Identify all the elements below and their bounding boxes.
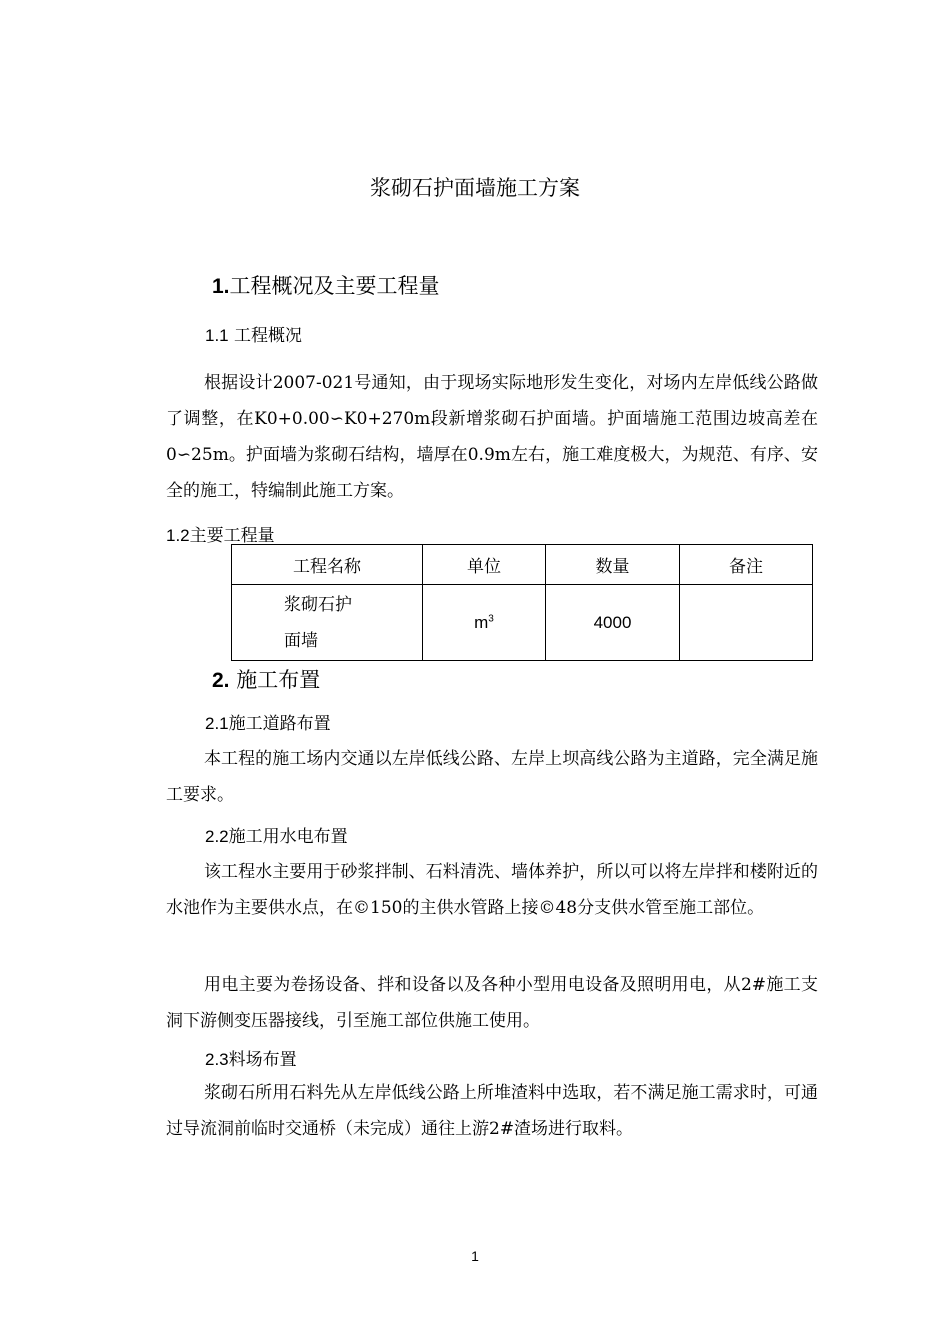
subsection-2-2-heading [205, 822, 348, 847]
table-header-quantity: 数量 [546, 545, 680, 585]
subsection-2-2-number: 2.2 [205, 827, 229, 846]
section-2-heading [212, 664, 320, 694]
subsection-1-1-number: 1.1 [205, 326, 229, 345]
table-header-row [232, 545, 813, 585]
table-cell-unit [423, 585, 546, 661]
section-2-number: 2. [212, 669, 230, 692]
table-header-unit: 单位 [423, 545, 546, 585]
section-1-title: 工程概况及主要工程量 [229, 274, 440, 298]
subsection-1-2-heading [166, 521, 275, 546]
quantities-table [231, 544, 813, 661]
section-1-heading [212, 270, 440, 300]
subsection-2-1-heading [205, 709, 331, 734]
table-row [232, 585, 813, 661]
subsection-2-3-title: 料场布置 [228, 1050, 297, 1070]
page-number: 1 [471, 1248, 479, 1264]
paragraph-project-overview: 根据设计2007-021号通知，由于现场实际地形发生变化，对场内左岸低线公路做了调整，在K0+0.00∽K0+270m段新增浆砌石护面墙。护面墙施工范围边坡高差在0∽25m。护面墙为浆砌石结构，墙厚在0.9m左右，施工难度极大，为规范、有序、安全的施工，特编制此施工方案。 [166, 373, 818, 501]
paragraph-electricity: 用电主要为卷扬设备、拌和设备以及各种小型用电设备及照明用电，从2#施工支洞下游侧变压器接线，引至施工部位供施工使用。 [166, 975, 818, 1031]
table-header-name: 工程名称 [232, 545, 423, 585]
unit-text: m [474, 612, 489, 632]
subsection-2-1-number: 2.1 [205, 714, 229, 733]
document-title: 浆砌石护面墙施工方案 [370, 176, 580, 200]
section-1-number: 1. [212, 275, 230, 298]
subsection-1-1-title: 工程概况 [234, 326, 303, 346]
table-cell-quantity: 4000 [546, 585, 680, 661]
subsection-2-3-heading [205, 1045, 297, 1070]
paragraph-water: 该工程水主要用于砂浆拌制、石料清洗、墙体养护，所以可以将左岸拌和楼附近的水池作为主要供水点，在©150的主供水管路上接©48分支供水管至施工部位。 [166, 862, 818, 918]
table-cell-note [680, 585, 813, 661]
table-cell-name [232, 585, 423, 661]
subsection-2-2-title: 施工用水电布置 [228, 827, 348, 847]
subsection-1-1-heading [205, 321, 302, 346]
subsection-1-2-number: 1.2 [166, 526, 190, 545]
unit-superscript: 3 [488, 612, 494, 624]
table-cell-name-text: 浆砌石护面墙 [284, 594, 352, 651]
section-2-title: 施工布置 [236, 668, 321, 692]
paragraph-roads: 本工程的施工场内交通以左岸低线公路、左岸上坝高线公路为主道路，完全满足施工要求。 [166, 749, 818, 805]
subsection-1-2-title: 主要工程量 [189, 526, 275, 546]
subsection-2-3-number: 2.3 [205, 1050, 229, 1069]
paragraph-material-yard: 浆砌石所用石料先从左岸低线公路上所堆渣料中选取，若不满足施工需求时，可通过导流洞前临时交通桥（未完成）通往上游2#渣场进行取料。 [166, 1083, 818, 1139]
table-header-note: 备注 [680, 545, 813, 585]
subsection-2-1-title: 施工道路布置 [228, 714, 331, 734]
